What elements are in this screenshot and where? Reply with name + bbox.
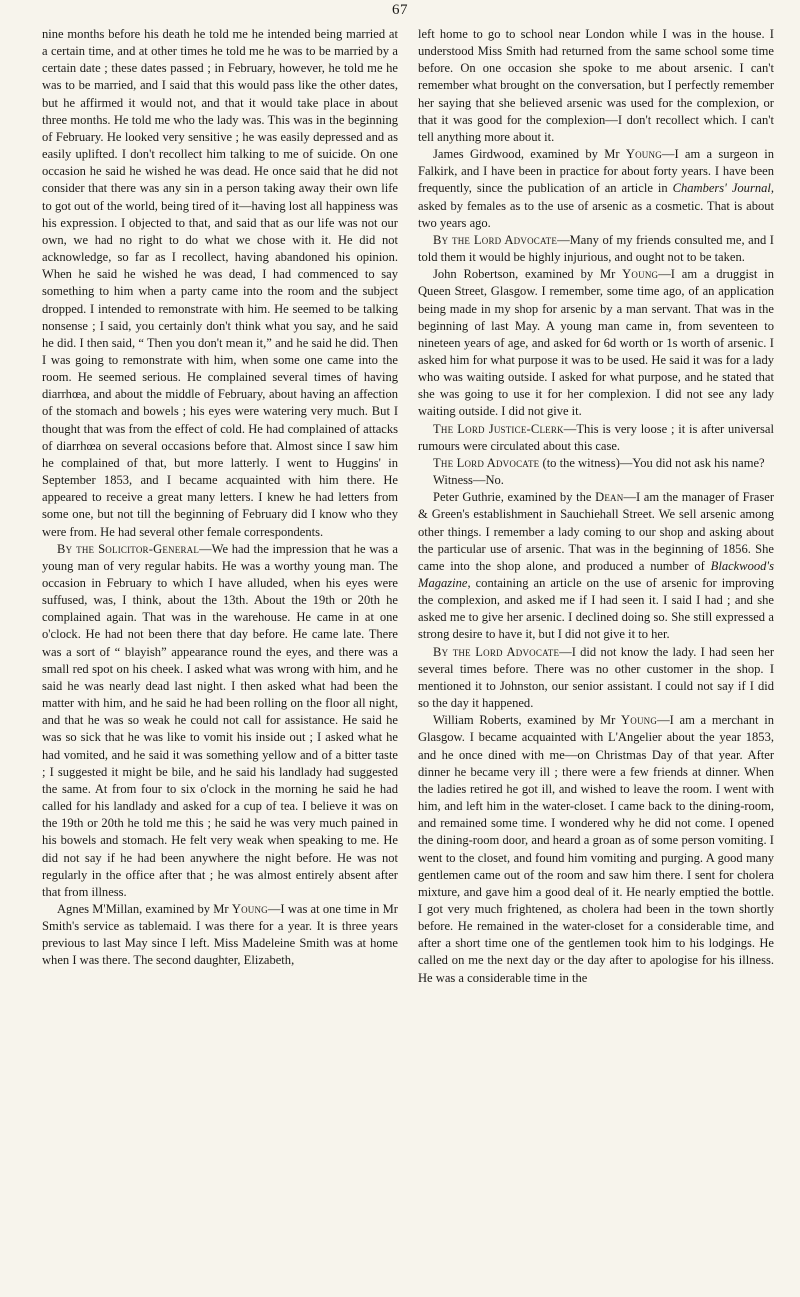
right-column (418, 26, 774, 987)
paragraph-text: —I am the manager of Fraser & Green's establishment in Sauchiehall Street. We sell arsenic among other things. I remember a lady coming to our shop and asking about the particular use of arsenic. That was in the beginning of 1856. She came into the shop alone, and produced a number of (418, 490, 774, 573)
witness-name: William Roberts, examined by Mr (433, 713, 622, 728)
paragraph (418, 266, 774, 420)
paragraph-text: —This is very loose ; it is after universal rumours were circulated about this case. (418, 421, 774, 453)
paragraph-text: —I am a druggist in Queen Street, Glasgow. I remember, some time ago, of an application being made in my shop for arsenic by a man servant. That was in the beginning of last May. A young man came in, from seventeen to nineteen years of age, and asked for 6d worth or 1s worth of arsenic. I asked him for what purpose it was to be used. He said it was for a lady who was waiting outside. I asked for what purpose, and he stated that she was going to use it for her complexion. I did not see any lady waiting outside. I did not give it. (418, 267, 774, 419)
publication-title: Blackwood's Magazine, (418, 558, 774, 590)
paragraph: nine months before his death he told me he intended being married at a certain time, and at other times he told me he was to be married by a certain date ; these dates passed ; in February, however, he told me he was to be married, and I said that this would pass like the other dates, but he affirmed it would not, and that it would take place in about three months. He told me who the lady was. This was in the beginning of February. He looked very sensitive ; he was easily depressed and as easily uplifted. I don't recollect him talking to me of suicide. On one occasion he said he wished he was dead. He once said that he did not consider that there was any sin in a person taking away their own life to got out of the world, being tired of it—having lost all happiness was his expression. I objected to that, and said that as our life was not our own, we had no right to do what we chose with it. He did not acknowledge, so far as I recollect, having abandoned his opinion. When he said he wished he was dead, I had commenced to say something to him when a party came into the room and the subject dropped. I intended to remonstrate with him. He seemed to be talking nonsense ; I said, you certainly don't think what you say, and he said he did. I then said, “ Then you don't mean it,” and he said he did. Then I was going to remonstrate with him, when some one came into the room. He seemed serious. He complained several times of having diarrhœa, and about the middle of February, about having an affection of the stomach and bowels ; his eyes were watering very much. But I thought that was from the effect of cold. He had complained of attacks of diarrhœa on several occasions before that. Almost since I saw him he complained of that, but more latterly. I went to Huggins' in September 1853, and I became acquainted with him there. He appeared to receive a great many letters. I knew he had letters from some one, but not till the beginning of February did I know who they were from. He had several other female correspondents. (42, 27, 398, 539)
paragraph (418, 146, 774, 232)
paragraph (418, 455, 774, 472)
paragraph-text: (to the witness)—You did not ask his name? (539, 455, 765, 470)
paragraph-text: asked by females as to the use of arsenic as a cosmetic. That is about two years ago. (418, 198, 774, 230)
paragraph (42, 541, 398, 901)
paragraph: left home to go to school near London while I was in the house. I understood Miss Smith had returned from the same school some time before. On one occasion she spoke to me about arsenic. I can't remember what brought on the conversation, but I perfectly remember her saying that she believed arsenic was used for the complexion, or that it was good for the complexion—I don't recollect which. I can't tell anything more about it. (418, 27, 774, 144)
paragraph-text: —Many of my friends consulted me, and I told them it would be highly injurious, and ought not to be taken. (418, 232, 774, 265)
left-column (42, 26, 398, 970)
publication-title: Chambers' Journal, (672, 181, 774, 196)
speaker-label: The Lord Advocate (433, 455, 540, 470)
speaker-label: The Lord Justice-Clerk (433, 421, 564, 436)
witness-name: John Robertson, examined by Mr (433, 267, 623, 282)
examiner-name: Young (625, 147, 662, 162)
speaker-label: By the Lord Advocate (433, 232, 558, 247)
paragraph-text: containing an article on the use of arsenic for improving the complexion, and asked me if I had seen it. I said I had ; and she asked me to give her arsenic. I declined doing so. She still expressed a strong desire to have it, but I did not give it to her. (418, 576, 774, 642)
paragraph (418, 644, 774, 713)
paragraph (418, 232, 774, 266)
examiner-name: Young (622, 267, 659, 282)
paragraph (418, 712, 774, 987)
speaker-label: By the Lord Advocate (433, 644, 560, 659)
speaker-label: By the Solicitor-General (57, 541, 200, 556)
witness-name: James Girdwood, examined by Mr (433, 147, 626, 162)
examiner-name: Dean (595, 490, 624, 505)
witness-name: Agnes M'Millan, examined by Mr (57, 901, 232, 916)
paragraph-text: —I was at one time in Mr Smith's service as tablemaid. I was there for a year. It is three years previous to last May since I left. Miss Madeleine Smith was at home when I was there. The second daughter, Elizabeth, (42, 901, 398, 968)
paragraph (418, 421, 774, 455)
witness-name: Peter Guthrie, examined by the (433, 490, 596, 505)
paragraph: Witness—No. (433, 473, 504, 488)
paragraph (42, 901, 398, 970)
paragraph-text: —I did not know the lady. I had seen her several times before. There was no other customer in the shop. I mentioned it to Johnston, our senior assistant. I could not say if I did so the day it happened. (418, 644, 775, 711)
examiner-name: Young (231, 901, 268, 916)
paragraph-text: —I am a merchant in Glasgow. I became acquainted with L'Angelier about the year 1853, and he once dined with me—on Christmas Day of that year. After dinner he became very ill ; there were a few friends at dinner. When the ladies retired he got ill, and wished to leave the room. I went with him, and left him in the water-closet. I came back to the dining-room, and remained some time. I wondered why he did not come. I opened the dining-room door, and heard a groan as of some person vomiting. I went to the closet, and found him vomiting and purging. A good many gentlemen came out of the room and saw him there. I sent for cholera mixture, and gave him a good deal of it. He nearly emptied the bottle. I got very much frightened, as cholera had been in the town shortly before. He remained in the water-closet for a considerable time, and after a short time one of the gentlemen took him to his lodgings. He called on me the next day or the day after to apologise for his illness. He was a considerable time in the (418, 713, 774, 985)
page-number: 67 (392, 2, 408, 18)
paragraph-text: —I am a surgeon in Falkirk, and I have been in practice for about forty years. I have been frequently, since the publication of an article in (418, 147, 774, 196)
paragraph-text: —We had the impression that he was a young man of very regular habits. He was a worthy young man. The occasion in February to which I have alluded, when his eyes were suffused, was, I think, about the 13th. About the 19th or 20th he complained again. That was in the warehouse. He came in at one o'clock. He had not been there that day before. He came late. There was a sort of “ blayish” appearance round the eyes, and there was a small red spot on his cheek. I asked what was wrong with him, and he said he was nearly dead last night. I then asked what had been the matter with him, and he said he had been rolling on the floor all night, and that he was so weak he could not call for assistance. He said he was so sick that he was like to vomit his inside out ; I asked what he had vomited, and he said it was something yellow and of a bitter taste ; I suggested it might be bile, and he said his landlady had suggested the same. At from four to six o'clock in the morning he said he had called for his landlady and asked for a cup of tea. I believe it was on the 19th or 20th he told me this ; he said he was very much pained in his bowels and stomach. He felt very weak when speaking to me. He did not say if he had been anywhere the night before. He was not regularly in the office after that ; he was almost entirely absent after that from illness. (42, 541, 398, 899)
examiner-name: Young (621, 713, 658, 728)
paragraph (418, 489, 774, 643)
